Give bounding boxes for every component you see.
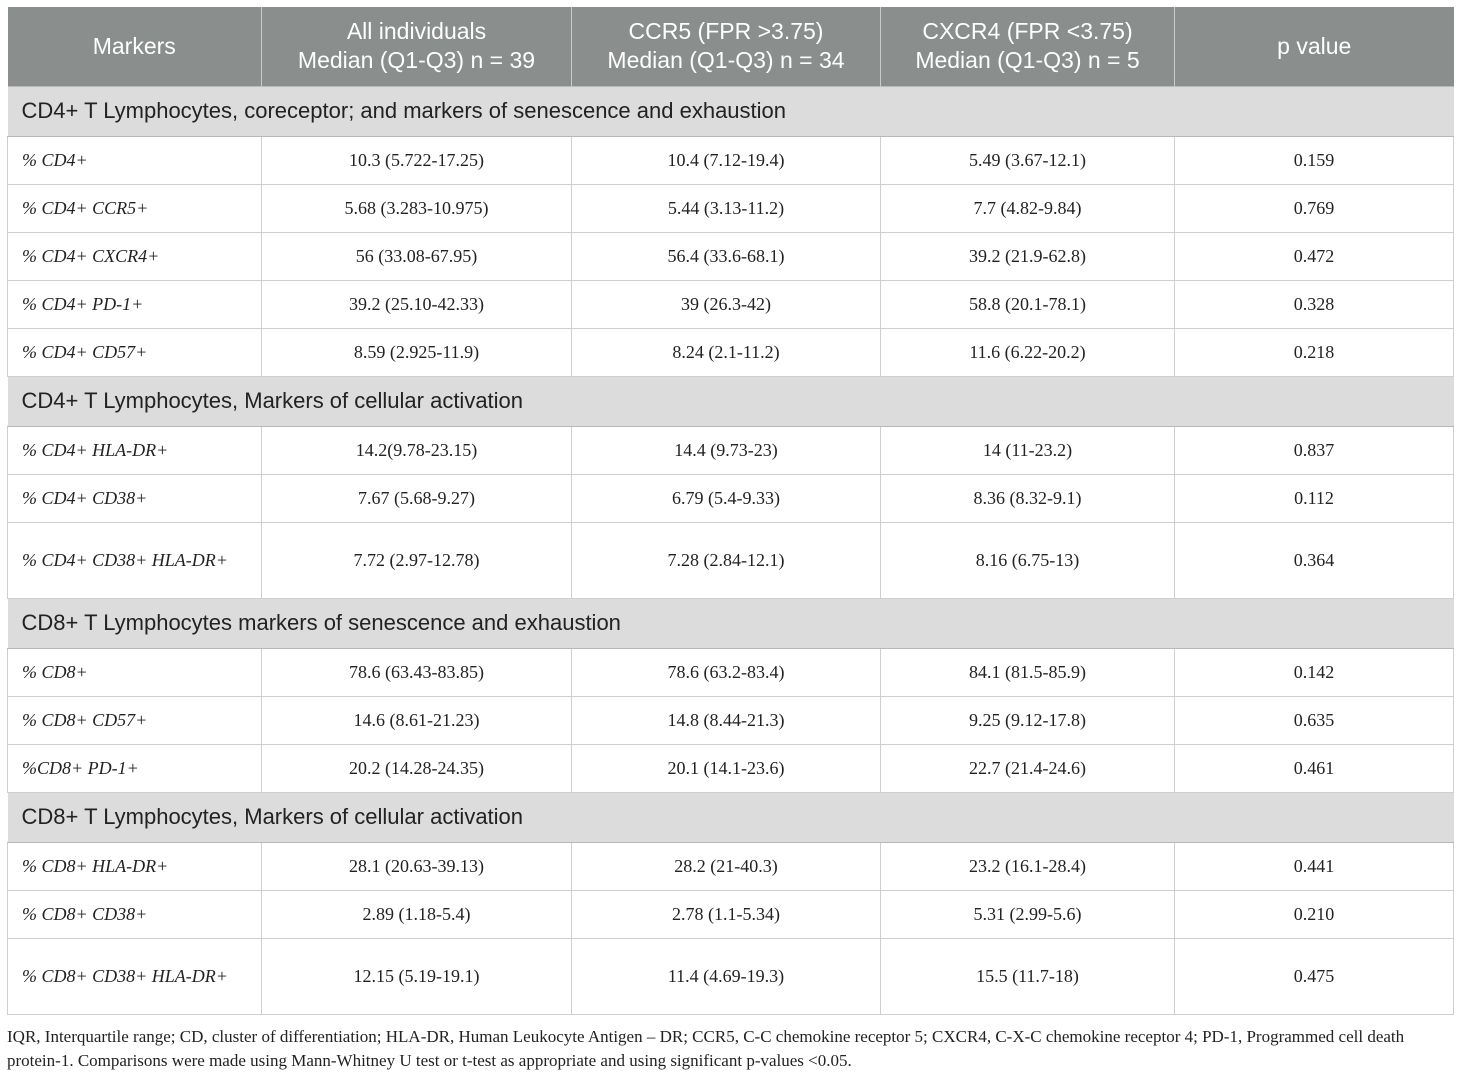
cell-marker: % CD4+ — [8, 136, 262, 184]
cell-all-individuals: 5.68 (3.283-10.975) — [262, 184, 572, 232]
cell-all-individuals: 7.67 (5.68-9.27) — [262, 474, 572, 522]
table-row — [8, 744, 1454, 792]
cell-cxcr4: 23.2 (16.1-28.4) — [881, 842, 1175, 890]
cell-cxcr4: 22.7 (21.4-24.6) — [881, 744, 1175, 792]
cell-marker: % CD8+ HLA-DR+ — [8, 842, 262, 890]
table-row — [8, 232, 1454, 280]
section-header-row — [8, 792, 1454, 842]
section-header-row — [8, 598, 1454, 648]
header-cxcr4-line2: Median (Q1-Q3) n = 5 — [915, 47, 1140, 74]
cell-cxcr4: 7.7 (4.82-9.84) — [881, 184, 1175, 232]
cell-all-individuals: 12.15 (5.19-19.1) — [262, 938, 572, 1014]
cell-all-individuals: 14.6 (8.61-21.23) — [262, 696, 572, 744]
cell-p-value: 0.461 — [1175, 744, 1454, 792]
table-row — [8, 648, 1454, 696]
data-table-container — [7, 7, 1453, 1015]
cell-marker: % CD4+ CCR5+ — [8, 184, 262, 232]
cell-marker: % CD4+ HLA-DR+ — [8, 426, 262, 474]
cell-marker: % CD4+ CXCR4+ — [8, 232, 262, 280]
markers-table — [7, 7, 1454, 1015]
table-row — [8, 136, 1454, 184]
cell-marker: % CD8+ CD38+ HLA-DR+ — [8, 938, 262, 1014]
cell-ccr5: 20.1 (14.1-23.6) — [572, 744, 881, 792]
cell-all-individuals: 20.2 (14.28-24.35) — [262, 744, 572, 792]
cell-p-value: 0.218 — [1175, 328, 1454, 376]
cell-ccr5: 28.2 (21-40.3) — [572, 842, 881, 890]
cell-ccr5: 56.4 (33.6-68.1) — [572, 232, 881, 280]
cell-ccr5: 8.24 (2.1-11.2) — [572, 328, 881, 376]
header-markers — [8, 7, 262, 86]
cell-marker: % CD4+ CD38+ HLA-DR+ — [8, 522, 262, 598]
cell-ccr5: 39 (26.3-42) — [572, 280, 881, 328]
table-row — [8, 280, 1454, 328]
cell-cxcr4: 8.16 (6.75-13) — [881, 522, 1175, 598]
section-title: CD8+ T Lymphocytes, Markers of cellular activation — [8, 792, 1454, 842]
table-row — [8, 842, 1454, 890]
cell-p-value: 0.769 — [1175, 184, 1454, 232]
cell-cxcr4: 15.5 (11.7-18) — [881, 938, 1175, 1014]
header-ccr5-line2: Median (Q1-Q3) n = 34 — [607, 47, 845, 74]
cell-ccr5: 5.44 (3.13-11.2) — [572, 184, 881, 232]
cell-cxcr4: 84.1 (81.5-85.9) — [881, 648, 1175, 696]
header-cxcr4 — [881, 7, 1175, 86]
section-header-row — [8, 376, 1454, 426]
table-footnote: IQR, Interquartile range; CD, cluster of differentiation; HLA-DR, Human Leukocyte Antigen – DR; CCR5, C-C chemokine receptor 5; CXCR4, C-X-C chemokine receptor 4; PD-1, Programmed cell death protein-1. Comparisons were made using Mann-Whitney U test or t-test as appropriate and using significant p-values <0.05. — [7, 1027, 1405, 1070]
section-title: CD4+ T Lymphocytes, coreceptor; and markers of senescence and exhaustion — [8, 86, 1454, 136]
header-all-individuals — [262, 7, 572, 86]
table-row — [8, 474, 1454, 522]
section-title: CD8+ T Lymphocytes markers of senescence and exhaustion — [8, 598, 1454, 648]
cell-all-individuals: 56 (33.08-67.95) — [262, 232, 572, 280]
cell-p-value: 0.364 — [1175, 522, 1454, 598]
table-row — [8, 696, 1454, 744]
table-row — [8, 522, 1454, 598]
cell-cxcr4: 8.36 (8.32-9.1) — [881, 474, 1175, 522]
header-ccr5-line1: CCR5 (FPR >3.75) — [628, 18, 824, 45]
cell-p-value: 0.475 — [1175, 938, 1454, 1014]
cell-marker: % CD8+ — [8, 648, 262, 696]
header-ccr5 — [572, 7, 881, 86]
header-row — [8, 7, 1454, 86]
cell-cxcr4: 9.25 (9.12-17.8) — [881, 696, 1175, 744]
header-cxcr4-line1: CXCR4 (FPR <3.75) — [922, 18, 1133, 45]
cell-marker: % CD4+ PD-1+ — [8, 280, 262, 328]
cell-cxcr4: 5.31 (2.99-5.6) — [881, 890, 1175, 938]
cell-marker: % CD8+ CD57+ — [8, 696, 262, 744]
header-p-value-label: p value — [1277, 32, 1352, 59]
cell-ccr5: 2.78 (1.1-5.34) — [572, 890, 881, 938]
cell-cxcr4: 11.6 (6.22-20.2) — [881, 328, 1175, 376]
cell-marker: % CD4+ CD38+ — [8, 474, 262, 522]
header-all-individuals-line1: All individuals — [346, 18, 487, 45]
table-body — [8, 86, 1454, 1014]
table-row — [8, 938, 1454, 1014]
table-row — [8, 890, 1454, 938]
cell-ccr5: 10.4 (7.12-19.4) — [572, 136, 881, 184]
cell-marker: % CD8+ CD38+ — [8, 890, 262, 938]
header-all-individuals-line2: Median (Q1-Q3) n = 39 — [297, 47, 536, 74]
cell-p-value: 0.837 — [1175, 426, 1454, 474]
cell-cxcr4: 39.2 (21.9-62.8) — [881, 232, 1175, 280]
cell-all-individuals: 2.89 (1.18-5.4) — [262, 890, 572, 938]
table-row — [8, 328, 1454, 376]
cell-all-individuals: 78.6 (63.43-83.85) — [262, 648, 572, 696]
cell-all-individuals: 7.72 (2.97-12.78) — [262, 522, 572, 598]
cell-all-individuals: 28.1 (20.63-39.13) — [262, 842, 572, 890]
cell-ccr5: 78.6 (63.2-83.4) — [572, 648, 881, 696]
cell-p-value: 0.328 — [1175, 280, 1454, 328]
table-row — [8, 426, 1454, 474]
cell-ccr5: 11.4 (4.69-19.3) — [572, 938, 881, 1014]
cell-p-value: 0.210 — [1175, 890, 1454, 938]
cell-all-individuals: 39.2 (25.10-42.33) — [262, 280, 572, 328]
cell-marker: % CD4+ CD57+ — [8, 328, 262, 376]
cell-cxcr4: 14 (11-23.2) — [881, 426, 1175, 474]
cell-p-value: 0.441 — [1175, 842, 1454, 890]
cell-ccr5: 6.79 (5.4-9.33) — [572, 474, 881, 522]
header-p-value — [1175, 7, 1454, 86]
cell-p-value: 0.142 — [1175, 648, 1454, 696]
cell-ccr5: 7.28 (2.84-12.1) — [572, 522, 881, 598]
cell-ccr5: 14.4 (9.73-23) — [572, 426, 881, 474]
cell-ccr5: 14.8 (8.44-21.3) — [572, 696, 881, 744]
cell-marker: %CD8+ PD-1+ — [8, 744, 262, 792]
cell-p-value: 0.472 — [1175, 232, 1454, 280]
cell-all-individuals: 14.2(9.78-23.15) — [262, 426, 572, 474]
cell-p-value: 0.635 — [1175, 696, 1454, 744]
cell-all-individuals: 8.59 (2.925-11.9) — [262, 328, 572, 376]
cell-all-individuals: 10.3 (5.722-17.25) — [262, 136, 572, 184]
section-title: CD4+ T Lymphocytes, Markers of cellular activation — [8, 376, 1454, 426]
cell-cxcr4: 5.49 (3.67-12.1) — [881, 136, 1175, 184]
cell-p-value: 0.159 — [1175, 136, 1454, 184]
section-header-row — [8, 86, 1454, 136]
table-row — [8, 184, 1454, 232]
table-header — [8, 7, 1454, 86]
header-markers-label: Markers — [92, 32, 176, 59]
cell-cxcr4: 58.8 (20.1-78.1) — [881, 280, 1175, 328]
cell-p-value: 0.112 — [1175, 474, 1454, 522]
